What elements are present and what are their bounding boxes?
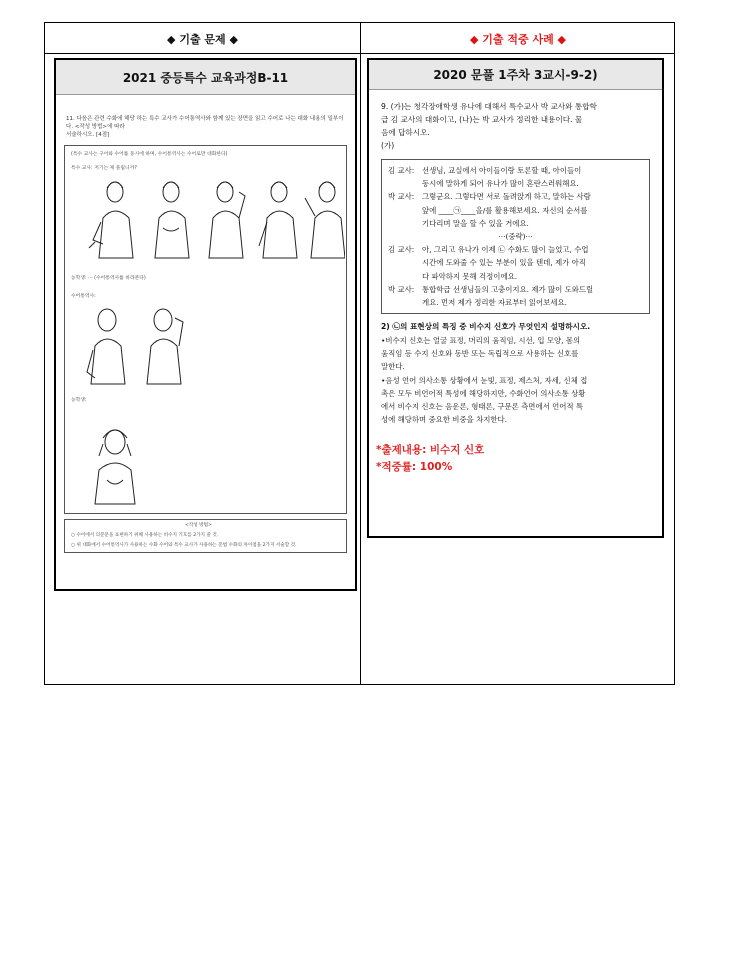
dialogue-line: 앞에 ____㉠____을/를 활용해보세요. 자신의 순서를 xyxy=(422,205,588,215)
dialogue-speaker: 김 교사: xyxy=(388,166,415,175)
hit-case-panel xyxy=(367,58,664,538)
dialogue-line: 그렇군요. 그렇다면 서로 돌려앉게 하고, 말하는 사람 xyxy=(422,192,591,202)
header-hit-case: ◆ 기출 적중 사례 ◆ xyxy=(470,32,566,46)
exam-dialogue-box xyxy=(64,145,347,514)
answer-bullet xyxy=(369,333,662,373)
dialogue-omitted: ···(중략)··· xyxy=(498,232,533,242)
dialogue-row xyxy=(388,190,643,230)
dialogue-speaker: 박 교사: xyxy=(388,192,415,202)
exam-question-line: 11. 다음은 관련 수화에 해당 하는 특수 교사가 수어통역사와 함께 있는 장면을 읽고 수어로 나는 대화 내용의 일부이다. <작성 방법>에 따라 xyxy=(66,116,344,130)
exam-box-line: (특수 교사는 구어와 수어를 동시에 하며, 수어통역사는 수어로만 대화한다) xyxy=(71,152,228,157)
dialogue-line: 아, 그리고 유나가 이제 ㉡ 수화도 많이 늘었고, 수업 xyxy=(422,245,589,255)
result-content: *출제내용: 비수지 신호 xyxy=(376,444,485,457)
exam-conditions-box xyxy=(64,519,347,553)
exam-box-line: 농학생: ··· (수어통역사를 바라본다) xyxy=(71,276,146,281)
sign-figures-row-1 xyxy=(75,178,345,266)
dialogue-line: 통합학급 선생님들의 고충이지요. 제가 많이 도와드릴 xyxy=(422,284,594,294)
hit-case-title: 2020 문풀 1주차 3교시-9-2) xyxy=(369,60,662,90)
header-past-exam: ◆ 기출 문제 ◆ xyxy=(167,32,238,46)
exam-title: 2021 중등특수 교육과정B-11 xyxy=(56,60,355,95)
dialogue-line: 동시에 말하게 되어 유나가 많이 혼란스러워해요. xyxy=(422,179,579,189)
dialogue-box xyxy=(381,159,650,314)
hit-case-question xyxy=(369,90,662,152)
result-rate: *적중률: 100% xyxy=(376,461,453,474)
answer-line: 말한다. xyxy=(381,362,405,372)
exam-condition-item: ○ 수어에서 의문문을 표현하기 위해 사용하는 비수지 기호를 2가지 쓸 것. xyxy=(71,533,219,538)
ga-label: (가) xyxy=(381,141,395,150)
dialogue-line: 시간에 도와줄 수 있는 부분이 있을 텐데, 제가 아직 xyxy=(422,258,586,268)
column-divider xyxy=(360,23,361,684)
dialogue-row xyxy=(388,283,643,309)
exam-box-line: 특수 교사: 저기는 제 플립니까? xyxy=(71,166,137,171)
answer-line: 성에 해당하며 중요한 비중을 차지한다. xyxy=(381,415,507,425)
hit-case-question-line: 음에 답하시오. xyxy=(381,128,430,137)
comparison-table xyxy=(44,22,675,685)
dialogue-line: 게요. 먼저 제가 정리한 자료부터 읽어보세요. xyxy=(422,298,567,308)
exam-condition-item: ○ 위 대화에서 수어통역사가 사용하는 수화 수어와 특수 교사가 사용하는 문법 수화의 차이점을 2가지 서술할 것. xyxy=(71,543,297,548)
exam-box-line: 수어통역사: xyxy=(71,294,96,299)
answer-bullet xyxy=(369,373,662,426)
hit-case-question-line: 급 김 교사의 대화이고, (나)는 박 교사가 정리한 내용이다. 물 xyxy=(381,115,583,124)
sign-figure-student xyxy=(85,426,145,506)
answer-line: •비수지 신호는 얼굴 표정, 머리의 움직임, 시선, 입 모양, 몸의 xyxy=(381,336,581,346)
dialogue-speaker: 박 교사: xyxy=(388,284,415,294)
dialogue-line: 선생님, 교실에서 아이들이랑 토론할 때, 아이들이 xyxy=(422,166,582,175)
hit-case-question-line: 9. (가)는 청각장애학생 유나에 대해서 특수교사 박 교사와 통합학 xyxy=(381,102,597,111)
sign-figures-row-2 xyxy=(77,306,197,386)
dialogue-line: 다 파악하지 못해 걱정이에요. xyxy=(422,271,518,281)
exam-box-line: 농학생: xyxy=(71,398,87,403)
answer-line: 움직임 등 수지 신호와 동반 또는 독립적으로 사용하는 신호를 xyxy=(381,349,579,359)
answer-line: 에서 비수지 신호는 음운론, 형태론, 구문론 측면에서 언어적 특 xyxy=(381,402,583,412)
exam-question-image xyxy=(54,58,357,591)
answer-line: 촉은 모두 비언어적 특성에 해당하지만, 수화언어 의사소통 상황 xyxy=(381,389,586,399)
exam-conditions-title: <작성 방법> xyxy=(185,523,212,528)
exam-question-line: 서술하시오. [4점] xyxy=(66,132,110,138)
dialogue-row xyxy=(388,164,643,190)
dialogue-speaker: 김 교사: xyxy=(388,245,415,255)
sub-question: 2) ㉡의 표현상의 특징 중 비수지 신호가 무엇인지 설명하시오. xyxy=(381,322,591,332)
answer-line: •음성 언어 의사소통 상황에서 눈빛, 표정, 제스처, 자세, 신체 접 xyxy=(381,376,588,386)
dialogue-row xyxy=(388,243,643,283)
dialogue-line: 기다리며 말을 할 수 있을 거에요. xyxy=(422,218,529,228)
exam-question-text xyxy=(56,115,355,139)
